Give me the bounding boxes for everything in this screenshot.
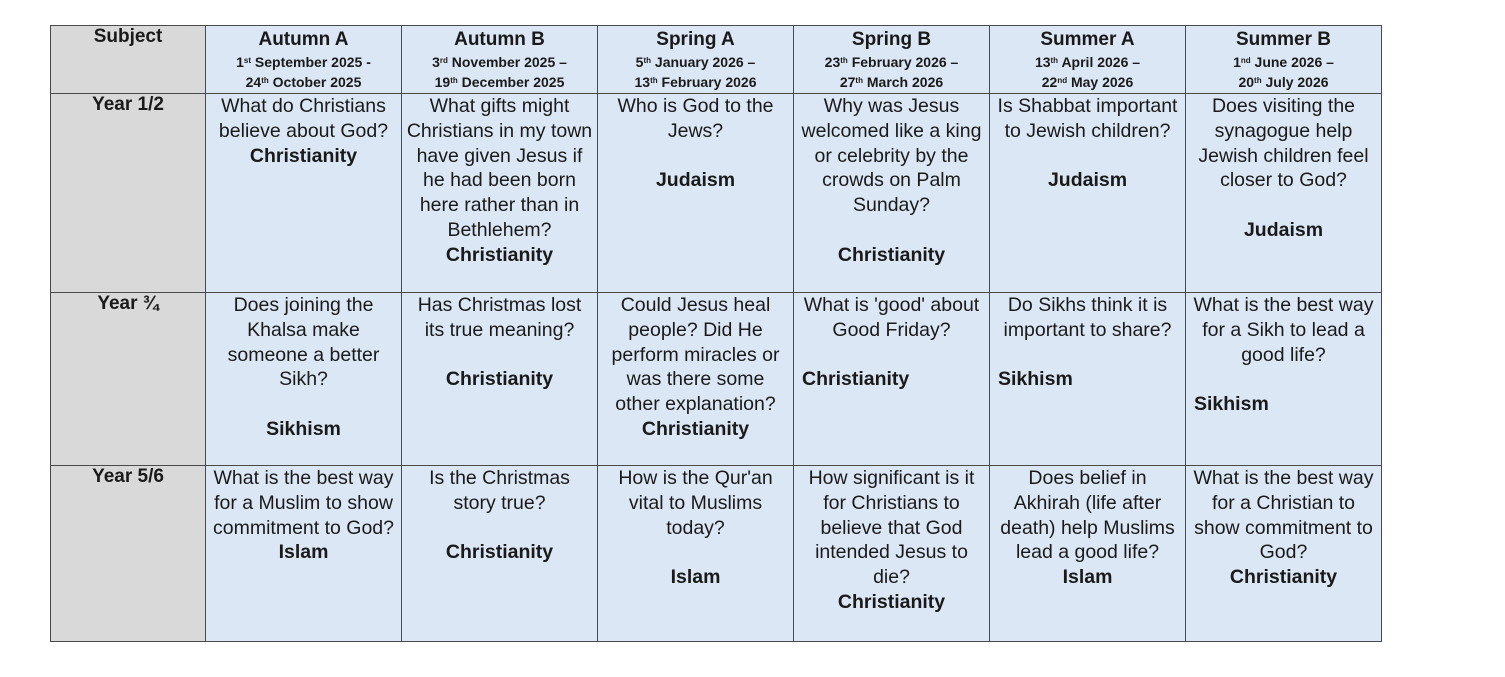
term-end-date: 13th February 2026: [634, 74, 757, 90]
term-start-date: 23th February 2026 –: [824, 54, 959, 70]
topic-question: How significant is it for Christians to believe that God intended Jesus to die?: [808, 467, 975, 589]
topic-cell: [1186, 466, 1382, 642]
topic-question: What is the best way for a Christian to show commitment to God?: [1193, 467, 1374, 564]
religion-label: Christianity: [837, 243, 946, 266]
topic-question: What is the best way for a Sikh to lead a good life?: [1193, 294, 1374, 366]
topic-cell: [598, 466, 794, 642]
topic-cell: [402, 94, 598, 293]
term-header-summer-b: [1186, 26, 1382, 94]
term-start-date: 1nd June 2026 –: [1233, 54, 1334, 70]
topic-cell: [598, 293, 794, 466]
topic-question: Why was Jesus welcomed like a king or celebrity by the crowds on Palm Sunday?: [801, 95, 982, 217]
term-end-date: 24th October 2025: [245, 74, 362, 90]
religion-label: Christianity: [445, 368, 554, 391]
religion-label: Judaism: [1047, 169, 1128, 192]
religion-label: Christianity: [445, 243, 554, 266]
topic-question: Does visiting the synagogue help Jewish children feel closer to God?: [1198, 95, 1369, 192]
term-name: Summer A: [1040, 29, 1135, 50]
term-header-spring-a: [598, 26, 794, 94]
topic-cell: [794, 94, 990, 293]
topic-question: Does belief in Akhirah (life after death) help Muslims lead a good life?: [1000, 467, 1175, 564]
term-header-spring-b: [794, 26, 990, 94]
topic-cell: [598, 94, 794, 293]
religion-label: Christianity: [802, 368, 910, 391]
term-start-date: 3rd November 2025 –: [432, 54, 567, 70]
term-name: Autumn A: [258, 29, 349, 50]
curriculum-table: [50, 25, 1382, 642]
religion-label: Sikhism: [266, 417, 341, 440]
religion-label: Christianity: [445, 541, 554, 564]
religion-label: Christianity: [641, 417, 750, 440]
term-name: Spring A: [656, 29, 735, 50]
term-end-date: 27th March 2026: [839, 74, 944, 90]
term-start-date: 13th April 2026 –: [1034, 54, 1141, 70]
religion-label: Islam: [670, 566, 721, 589]
topic-question: What gifts might Christians in my town have given Jesus if he had been born here rather than in Bethlehem?: [406, 95, 593, 241]
year-label: Year 1/2: [51, 94, 206, 293]
topic-question: What do Christians believe about God?: [218, 95, 389, 142]
term-name: Spring B: [851, 29, 932, 50]
topic-cell: [794, 466, 990, 642]
topic-cell: [1186, 94, 1382, 293]
religion-label: Judaism: [655, 169, 736, 192]
term-header-summer-a: [990, 26, 1186, 94]
year-label: Year ¾: [51, 293, 206, 466]
year-label: Year 5/6: [51, 466, 206, 642]
religion-label: Islam: [278, 541, 329, 564]
table-row-year-5-6: [51, 466, 1382, 642]
term-end-date: 20th July 2026: [1238, 74, 1329, 90]
term-header-autumn-b: [402, 26, 598, 94]
topic-question: How is the Qur'an vital to Muslims today?: [618, 467, 773, 539]
religion-label: Christianity: [249, 144, 358, 167]
table-row-year-3-4: [51, 293, 1382, 466]
topic-question: Do Sikhs think it is important to share?: [1003, 294, 1172, 341]
topic-question: Who is God to the Jews?: [617, 95, 774, 142]
term-name: Summer B: [1235, 29, 1332, 50]
topic-cell: [990, 466, 1186, 642]
topic-question: Is the Christmas story true?: [429, 467, 570, 514]
topic-cell: [990, 94, 1186, 293]
topic-question: What is the best way for a Muslim to show commitment to God?: [213, 467, 394, 539]
religion-label: Sikhism: [1194, 393, 1269, 416]
religion-label: Christianity: [837, 590, 946, 613]
topic-question: Does joining the Khalsa make someone a better Sikh?: [227, 294, 380, 391]
topic-cell: [794, 293, 990, 466]
topic-cell: [206, 94, 402, 293]
term-name: Autumn B: [454, 29, 545, 50]
topic-question: Could Jesus heal people? Did He perform miracles or was there some other explanation?: [611, 294, 780, 416]
term-header-autumn-a: [206, 26, 402, 94]
topic-cell: [990, 293, 1186, 466]
topic-question: Has Christmas lost its true meaning?: [417, 294, 582, 341]
topic-cell: [206, 293, 402, 466]
term-start-date: 5th January 2026 –: [635, 54, 756, 70]
term-start-date: 1st September 2025 -: [236, 54, 371, 70]
religion-label: Islam: [1062, 566, 1113, 589]
table-row-year-1-2: [51, 94, 1382, 293]
topic-question: Is Shabbat important to Jewish children?: [997, 95, 1178, 142]
subject-header: Subject: [51, 26, 206, 94]
topic-cell: [402, 293, 598, 466]
religion-label: Sikhism: [998, 368, 1073, 391]
topic-cell: [402, 466, 598, 642]
term-end-date: 22nd May 2026: [1041, 74, 1134, 90]
term-end-date: 19th December 2025: [434, 74, 565, 90]
religion-label: Christianity: [1229, 566, 1338, 589]
religion-label: Judaism: [1243, 218, 1324, 241]
topic-cell: [1186, 293, 1382, 466]
header-row: [51, 26, 1382, 94]
topic-question: What is 'good' about Good Friday?: [803, 294, 980, 341]
topic-cell: [206, 466, 402, 642]
